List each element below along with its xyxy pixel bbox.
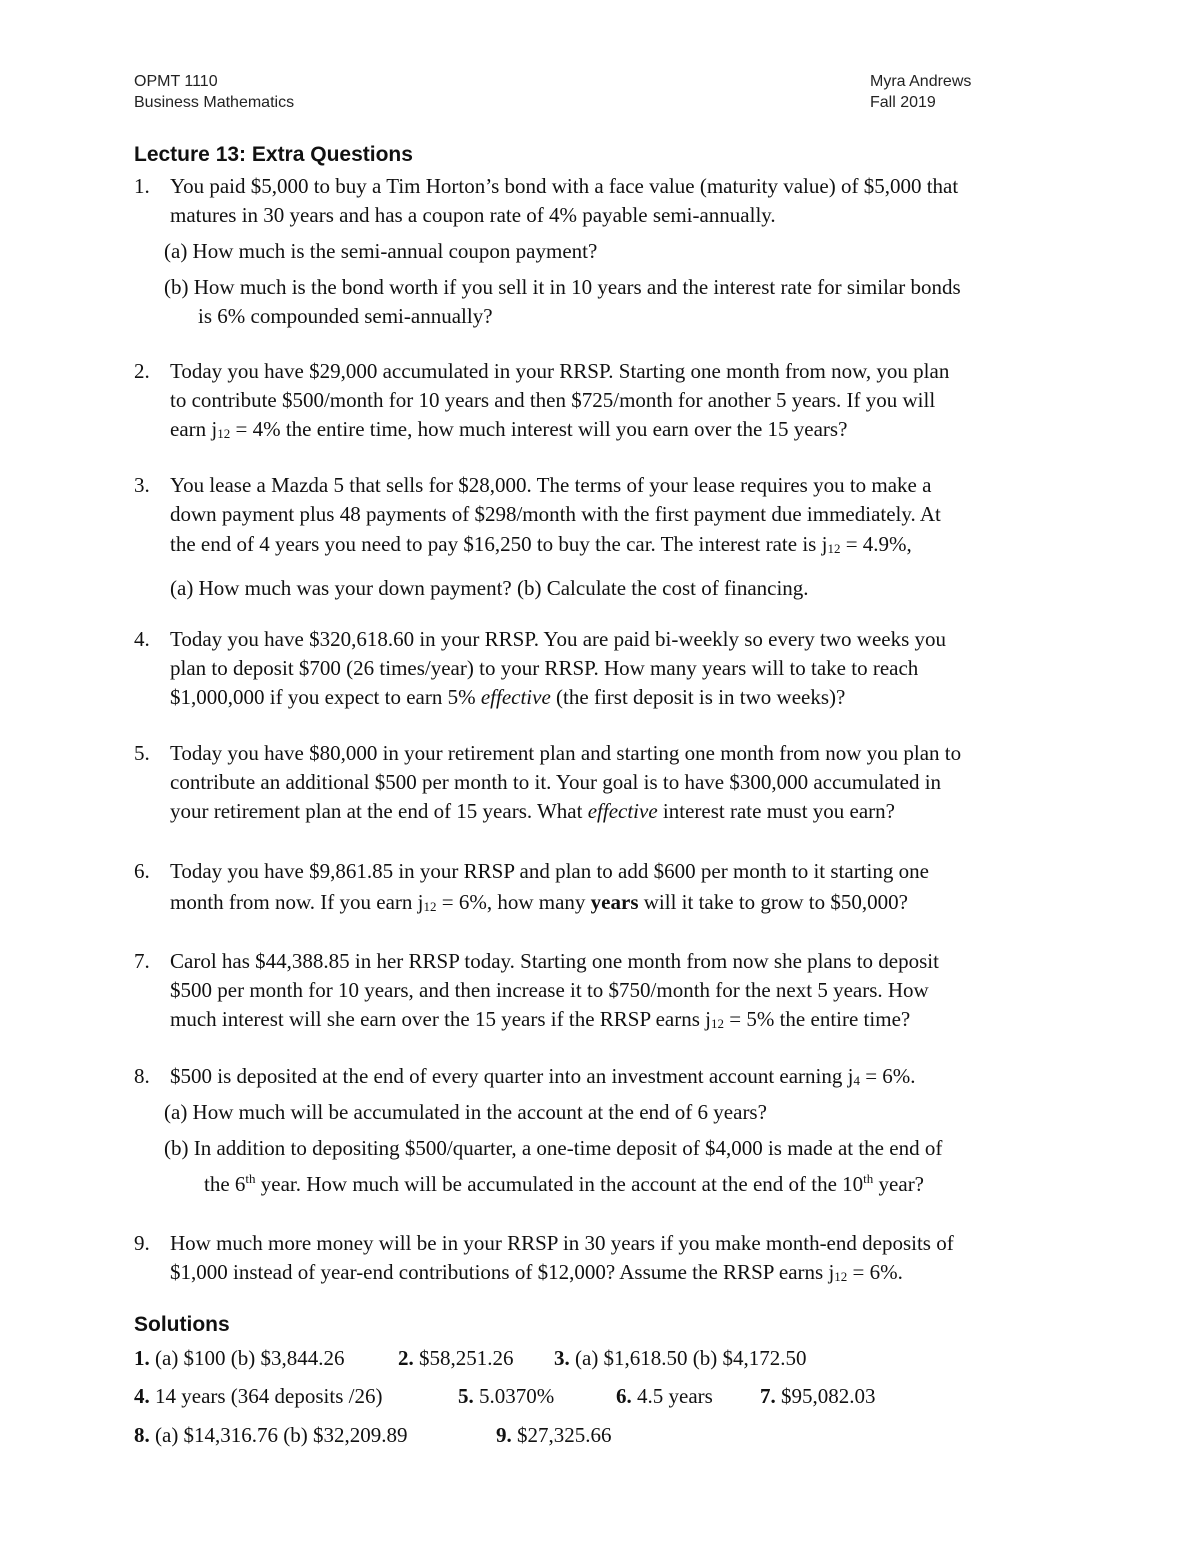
question-1 (134, 172, 1094, 331)
solution-5: 5. 5.0370% (458, 1384, 555, 1408)
question-text: $1,000 instead of year-end contributions of $12,000? Assume the RRSP earns $j_{12} = 6\%$. (170, 1260, 903, 1284)
solution-7: 7. $95,082.03 (760, 1384, 876, 1408)
solution-9: 9. $27,325.66 (496, 1423, 612, 1447)
question-part-b: (b) How much is the bond worth if you sell it in 10 years and the interest rate for similar bonds (164, 275, 961, 299)
solution-2: 2. $58,251.26 (398, 1346, 514, 1370)
question-text: $500 per month for 10 years, and then increase it to $750/month for the next 5 years. How (170, 978, 929, 1002)
question-text: the end of 4 years you need to pay $16,250 to buy the car. The interest rate is $j_{12} = 4.9\%$, (170, 532, 912, 556)
question-number: 5. (134, 741, 150, 765)
question-text: Today you have $9,861.85 in your RRSP and plan to add $600 per month to it starting one (170, 859, 929, 883)
question-text: You paid $5,000 to buy a Tim Horton’s bond with a face value (maturity value) of $5,000 that (170, 174, 959, 198)
question-text: contribute an additional $500 per month to it. Your goal is to have $300,000 accumulated in (170, 770, 942, 794)
question-5 (134, 739, 1094, 826)
question-text: Today you have $80,000 in your retirement plan and starting one month from now you plan to (170, 741, 962, 765)
course-name: Business Mathematics (134, 94, 295, 111)
question-part-b-cont: the 6th year. How much will be accumulated in the account at the end of the 10th year? (204, 1171, 925, 1196)
question-part-a: (a) How much will be accumulated in the account at the end of 6 years? (164, 1100, 767, 1124)
course-code: OPMT 1110 (134, 73, 218, 90)
term: Fall 2019 (870, 94, 936, 111)
question-text: earn $j_{12} = 4\%$ the entire time, how much interest will you earn over the 15 years? (170, 417, 848, 441)
question-3 (134, 471, 1094, 603)
question-text: month from now. If you earn $j_{12} = 6\%$, how many years will it take to grow to $50,000? (170, 890, 908, 914)
question-2 (134, 357, 1094, 444)
question-7 (134, 947, 1094, 1034)
question-number: 2. (134, 359, 150, 383)
solution-4: 4. 14 years (364 deposits /26) (134, 1384, 383, 1408)
question-number: 1. (134, 174, 150, 198)
question-part-b: (b) In addition to depositing $500/quarter, a one-time deposit of $4,000 is made at the end of (164, 1136, 943, 1160)
question-9 (134, 1229, 1094, 1287)
question-text: How much more money will be in your RRSP in 30 years if you make month-end deposits of (170, 1231, 954, 1255)
question-text: You lease a Mazda 5 that sells for $28,000. The terms of your lease requires you to make a (170, 473, 932, 497)
question-number: 3. (134, 473, 150, 497)
solution-1: 1. (a) $100 (b) $3,844.26 (134, 1346, 345, 1370)
question-parts: (a) How much was your down payment? (b) Calculate the cost of financing. (170, 576, 809, 600)
question-number: 8. (134, 1064, 150, 1088)
question-text: your retirement plan at the end of 15 years. What effective interest rate must you earn? (170, 799, 895, 823)
instructor-name: Myra Andrews (870, 73, 972, 90)
page-title: Lecture 13: Extra Questions (134, 143, 413, 166)
solution-3: 3. (a) $1,618.50 (b) $4,172.50 (554, 1346, 807, 1370)
question-part-b-cont: is 6% compounded semi-annually? (198, 304, 493, 328)
question-text: plan to deposit $700 (26 times/year) to your RRSP. How many years will to take to reach (170, 656, 919, 680)
question-text: Today you have $29,000 accumulated in your RRSP. Starting one month from now, you plan (170, 359, 950, 383)
question-8 (134, 1062, 1094, 1196)
question-number: 6. (134, 859, 150, 883)
question-text: Today you have $320,618.60 in your RRSP. You are paid bi-weekly so every two weeks you (170, 627, 947, 651)
question-part-a: (a) How much is the semi-annual coupon payment? (164, 239, 598, 263)
question-text: much interest will she earn over the 15 years if the RRSP earns $j_{12} = 5\%$ the entire time? (170, 1007, 911, 1031)
question-6 (134, 857, 1094, 917)
solutions-heading: Solutions (134, 1313, 230, 1336)
question-number: 9. (134, 1231, 150, 1255)
question-4 (134, 625, 1094, 712)
question-text: down payment plus 48 payments of $298/month with the first payment due immediately. At (170, 502, 941, 526)
question-text: $1,000,000 if you expect to earn 5% effective (the first deposit is in two weeks)? (170, 685, 846, 709)
question-text: matures in 30 years and has a coupon rate of 4% payable semi-annually. (170, 203, 776, 227)
question-text: $500 is deposited at the end of every quarter into an investment account earning $j_4 = 6\%$. (170, 1064, 916, 1088)
question-number: 7. (134, 949, 150, 973)
question-text: Carol has $44,388.85 in her RRSP today. Starting one month from now she plans to deposit (170, 949, 939, 973)
question-number: 4. (134, 627, 150, 651)
solution-6: 6. 4.5 years (616, 1384, 713, 1408)
question-text: to contribute $500/month for 10 years and then $725/month for another 5 years. If you will (170, 388, 936, 412)
solution-8: 8. (a) $14,316.76 (b) $32,209.89 (134, 1423, 408, 1447)
